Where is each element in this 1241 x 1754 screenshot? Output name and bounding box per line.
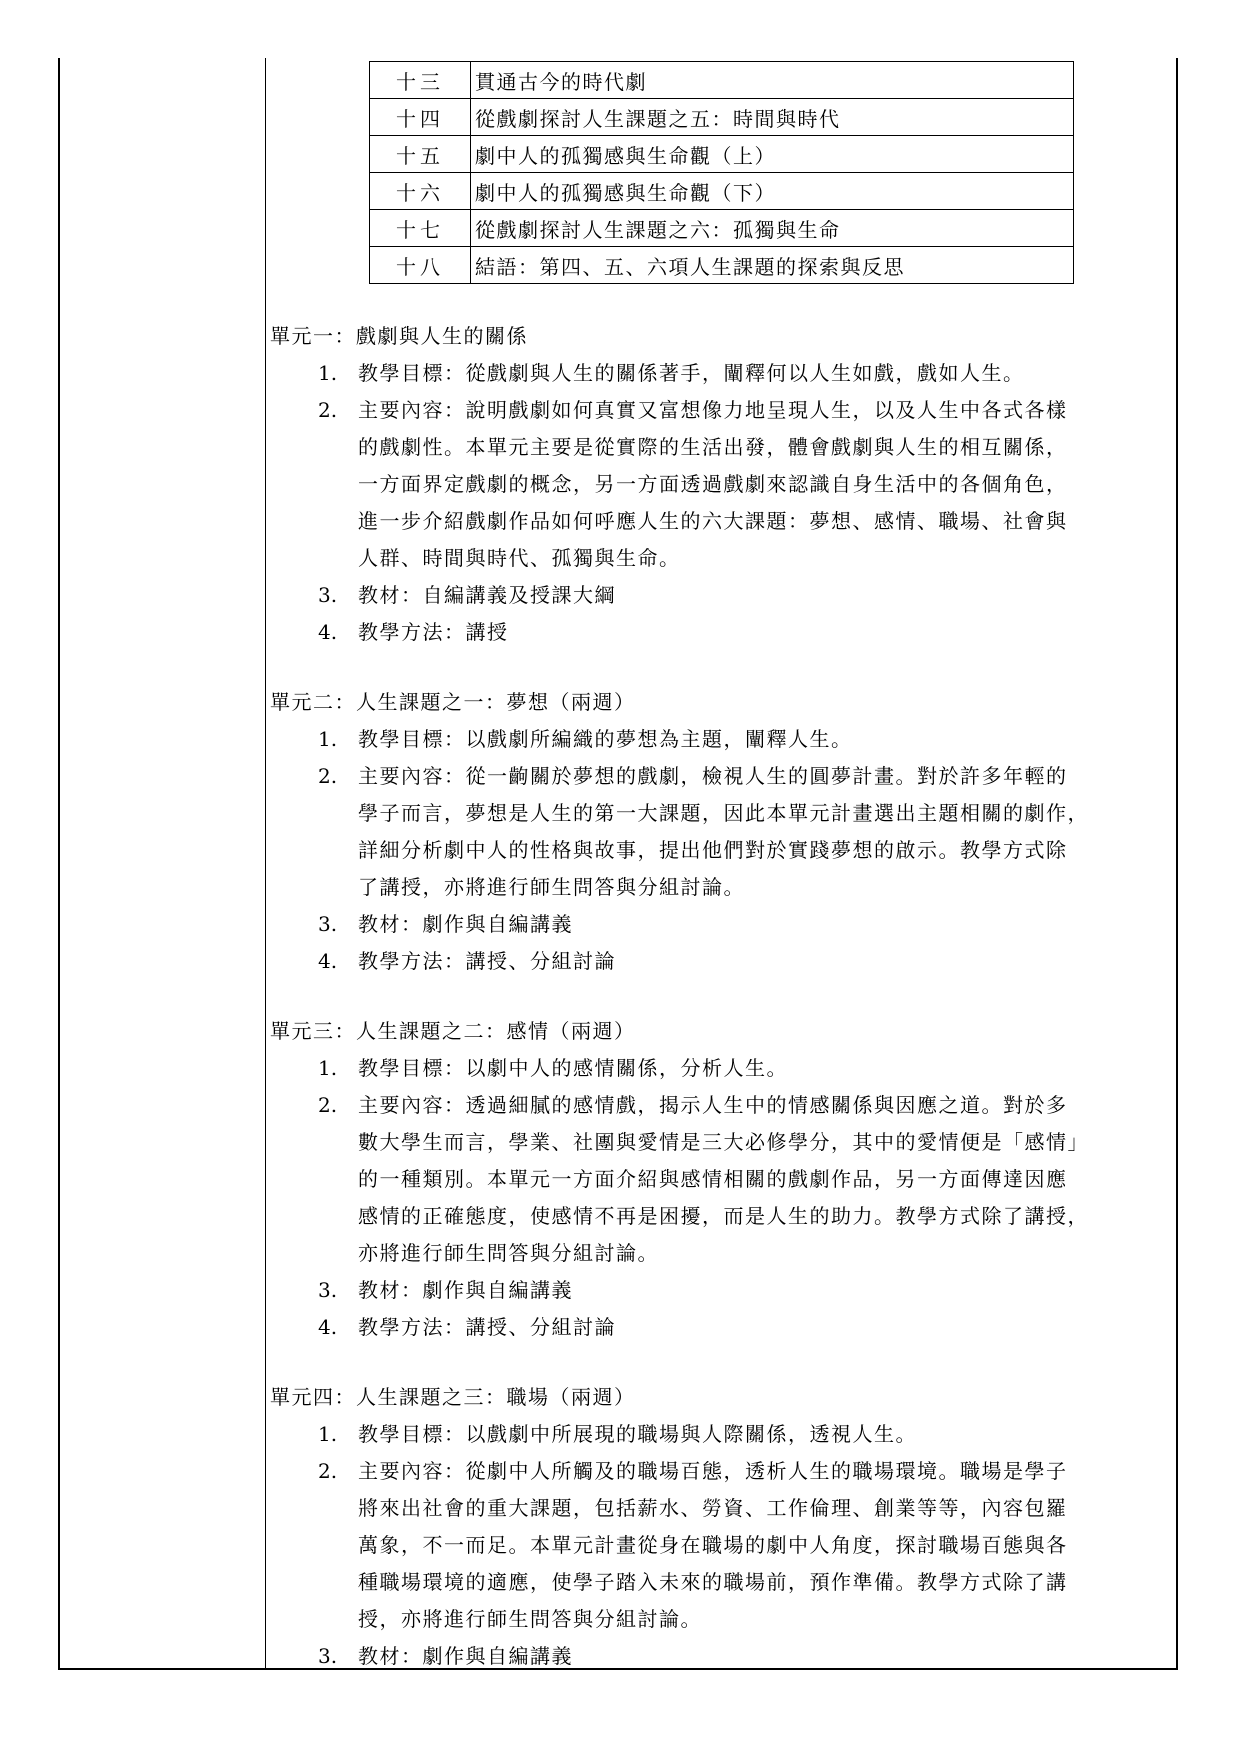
item-text-continued: 萬象，不一而足。本單元計畫從身在職場的劇中人角度，探討職場百態與各: [358, 1533, 1068, 1557]
table-row: [370, 210, 1074, 247]
item-text: 主要內容：從一齣關於夢想的戲劇，檢視人生的圓夢計畫。對於許多年輕的: [358, 764, 1068, 788]
item-text-continued: 人群、時間與時代、孤獨與生命。: [358, 546, 681, 570]
week-number: 十八: [370, 247, 471, 284]
item-text-continued: 將來出社會的重大課題，包括薪水、勞資、工作倫理、創業等等，內容包羅: [358, 1496, 1068, 1520]
item-text: 教學目標：以劇中人的感情關係，分析人生。: [358, 1056, 788, 1080]
item-text-continued: 的戲劇性。本單元主要是從實際的生活出發，體會戲劇與人生的相互關係，: [358, 435, 1068, 459]
item-text: 主要內容：透過細膩的感情戲，揭示人生中的情感關係與因應之道。對於多: [358, 1093, 1068, 1117]
list-item: [318, 1455, 1068, 1484]
item-text: 教學目標：以戲劇中所展現的職場與人際關係，透視人生。: [358, 1422, 917, 1446]
list-item: [318, 1640, 573, 1669]
item-text-continued: 進一步介紹戲劇作品如何呼應人生的六大課題：夢想、感情、職場、社會與: [358, 509, 1068, 533]
week-number: 十五: [370, 136, 471, 173]
item-number: 2.: [318, 764, 338, 788]
column-divider: [265, 58, 266, 1669]
item-number: 3.: [318, 1278, 338, 1302]
week-number: 十三: [370, 62, 471, 99]
unit-title: 單元一：戲劇與人生的關係: [270, 324, 528, 348]
list-item: [318, 1418, 917, 1447]
list-item: [318, 579, 616, 608]
item-number: 4.: [318, 620, 338, 644]
item-text-continued: 詳細分析劇中人的性格與故事，提出他們對於實踐夢想的啟示。教學方式除: [358, 838, 1068, 862]
item-number: 1.: [318, 1422, 338, 1446]
table-row: [370, 247, 1074, 284]
table-row: [370, 99, 1074, 136]
table-row: [370, 173, 1074, 210]
list-item: [318, 616, 509, 645]
week-topic: 從戲劇探討人生課題之五：時間與時代: [471, 99, 1074, 136]
item-number: 1.: [318, 727, 338, 751]
item-text-continued: 種職場環境的適應，使學子踏入未來的職場前，預作準備。教學方式除了講: [358, 1570, 1068, 1594]
item-number: 3.: [318, 583, 338, 607]
unit-title: 單元二：人生課題之一：夢想（兩週）: [270, 690, 636, 714]
list-item: [318, 908, 573, 937]
table-row: [370, 136, 1074, 173]
item-text: 教學方法：講授: [358, 620, 509, 644]
item-number: 2.: [318, 1093, 338, 1117]
item-number: 3.: [318, 1644, 338, 1668]
item-text-continued: 感情的正確態度，使感情不再是困擾，而是人生的助力。教學方式除了講授，: [358, 1204, 1089, 1228]
list-item: [318, 945, 616, 974]
item-text: 教學目標：以戲劇所編織的夢想為主題，闡釋人生。: [358, 727, 853, 751]
item-text: 教材：劇作與自編講義: [358, 1278, 573, 1302]
unit-title: 單元三：人生課題之二：感情（兩週）: [270, 1019, 636, 1043]
week-number: 十七: [370, 210, 471, 247]
week-topic: 結語：第四、五、六項人生課題的探索與反思: [471, 247, 1074, 284]
unit-title: 單元四：人生課題之三：職場（兩週）: [270, 1385, 636, 1409]
item-number: 4.: [318, 1315, 338, 1339]
list-item: [318, 357, 1025, 386]
table-row: [370, 62, 1074, 99]
list-item: [318, 394, 1068, 423]
week-topic: 劇中人的孤獨感與生命觀（下）: [471, 173, 1074, 210]
item-number: 1.: [318, 361, 338, 385]
item-number: 2.: [318, 398, 338, 422]
list-item: [318, 723, 853, 752]
item-number: 2.: [318, 1459, 338, 1483]
list-item: [318, 1311, 616, 1340]
list-item: [318, 1089, 1068, 1118]
list-item: [318, 760, 1068, 789]
item-text-continued: 授，亦將進行師生問答與分組討論。: [358, 1607, 702, 1631]
item-text-continued: 數大學生而言，學業、社團與愛情是三大必修學分，其中的愛情便是「感情」: [358, 1130, 1089, 1154]
item-text: 主要內容：說明戲劇如何真實又富想像力地呈現人生，以及人生中各式各樣: [358, 398, 1068, 422]
item-number: 3.: [318, 912, 338, 936]
item-number: 4.: [318, 949, 338, 973]
item-text-continued: 一方面界定戲劇的概念，另一方面透過戲劇來認識自身生活中的各個角色，: [358, 472, 1068, 496]
item-text: 教學方法：講授、分組討論: [358, 1315, 616, 1339]
item-text-continued: 的一種類別。本單元一方面介紹與感情相關的戲劇作品，另一方面傳達因應: [358, 1167, 1068, 1191]
item-number: 1.: [318, 1056, 338, 1080]
item-text-continued: 亦將進行師生問答與分組討論。: [358, 1241, 659, 1265]
week-topic: 劇中人的孤獨感與生命觀（上）: [471, 136, 1074, 173]
item-text-continued: 了講授，亦將進行師生問答與分組討論。: [358, 875, 745, 899]
week-topic: 從戲劇探討人生課題之六：孤獨與生命: [471, 210, 1074, 247]
item-text: 教學方法：講授、分組討論: [358, 949, 616, 973]
item-text: 教材：自編講義及授課大綱: [358, 583, 616, 607]
item-text: 教材：劇作與自編講義: [358, 912, 573, 936]
item-text: 主要內容：從劇中人所觸及的職場百態，透析人生的職場環境。職場是學子: [358, 1459, 1068, 1483]
week-number: 十四: [370, 99, 471, 136]
week-number: 十六: [370, 173, 471, 210]
item-text: 教學目標：從戲劇與人生的關係著手，闡釋何以人生如戲，戲如人生。: [358, 361, 1025, 385]
item-text: 教材：劇作與自編講義: [358, 1644, 573, 1668]
week-topic: 貫通古今的時代劇: [471, 62, 1074, 99]
item-text-continued: 學子而言，夢想是人生的第一大課題，因此本單元計畫選出主題相關的劇作，: [358, 801, 1089, 825]
weekly-schedule-table: [369, 61, 1074, 284]
list-item: [318, 1052, 788, 1081]
list-item: [318, 1274, 573, 1303]
